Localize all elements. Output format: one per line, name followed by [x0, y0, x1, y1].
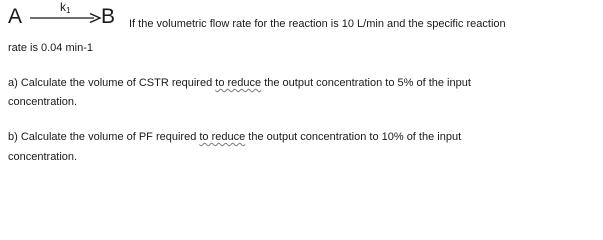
reactant-label: A	[8, 5, 23, 28]
question-b-text-end: the output concentration to 10% of the input	[245, 131, 462, 143]
question-a-text-end: the output concentration to 5% of the input	[261, 77, 471, 89]
question-b-grammar-marked: to reduce	[199, 131, 246, 143]
question-a-line-1	[8, 75, 471, 91]
reaction-arrow-icon	[30, 12, 102, 24]
question-b-line-2: concentration.	[8, 151, 78, 163]
intro-text-line-2: rate is 0.04 min-1	[8, 42, 93, 54]
rate-constant-symbol: k	[60, 0, 66, 14]
product-label: B	[101, 5, 116, 28]
question-a-grammar-marked: to reduce	[215, 77, 262, 89]
question-b-line-1	[8, 129, 461, 145]
intro-text-line-1: If the volumetric flow rate for the reaction is 10 L/min and the specific reaction	[129, 18, 506, 30]
question-a-line-2: concentration.	[8, 96, 78, 108]
question-b-text-start: b) Calculate the volume of PF required	[8, 131, 200, 143]
question-a-text-start: a) Calculate the volume of CSTR required	[8, 77, 216, 89]
rate-constant-subscript: 1	[66, 6, 71, 15]
